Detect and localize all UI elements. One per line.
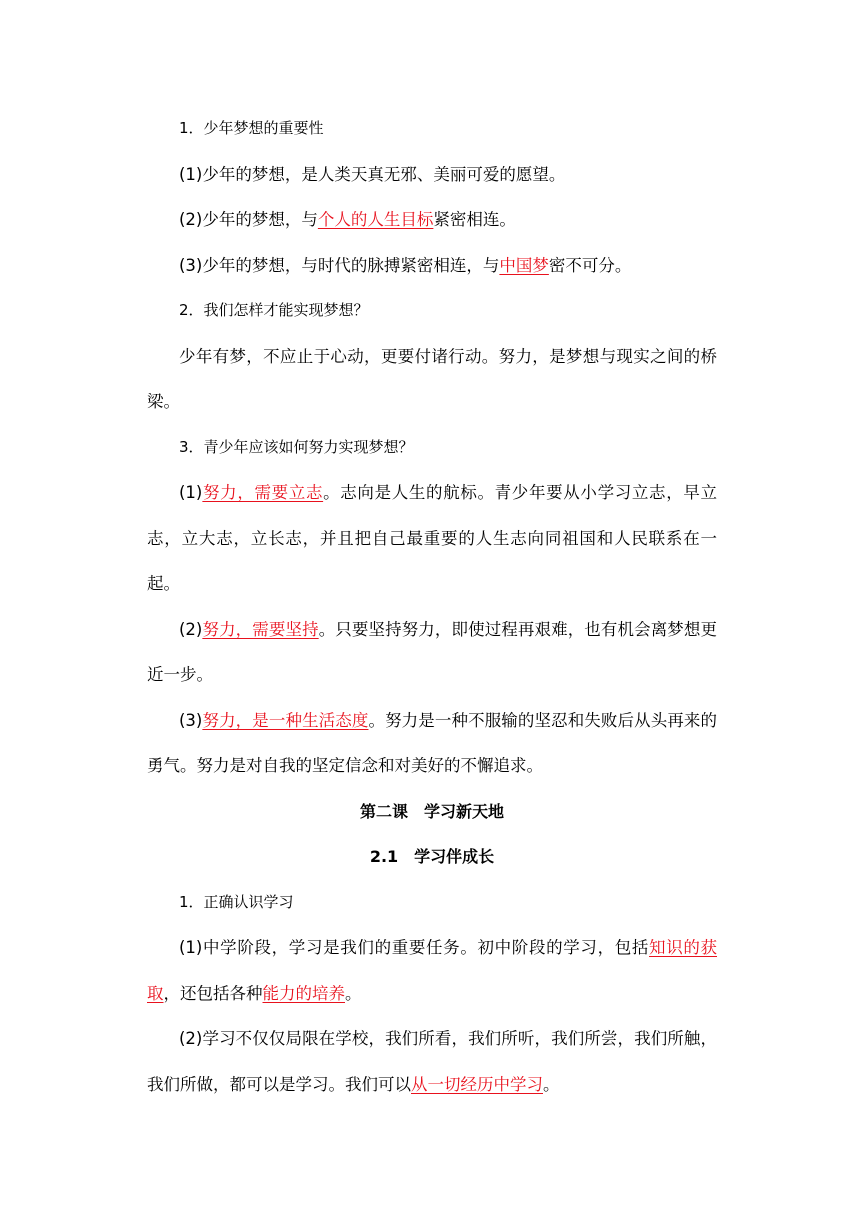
text-run: (3)少年的梦想，与时代的脉搏紧密相连，与 [179, 255, 500, 275]
text-run: (1) [179, 483, 203, 502]
text-run: 。只要坚持努力，即使过程再艰难，也有机会离梦想更近一步。 [147, 619, 718, 684]
key-term: 努力，需要坚持 [202, 619, 319, 639]
heading-1 [147, 106, 717, 152]
text-run: 。志向是人生的航标。青少年要从小学习立志，早立志，立大志，立长志，并且把自己最重要的人生志向同祖国和人民联系在一起。 [147, 483, 718, 593]
paragraph-1-1 [147, 152, 717, 198]
heading-4 [147, 880, 717, 926]
key-term: 知识的获取 [147, 938, 718, 1003]
text-run: 1．少年梦想的重要性 [179, 119, 324, 137]
paragraph-3-3 [147, 698, 717, 789]
lesson-title: 第二课 学习新天地 [359, 801, 504, 821]
text-run: 少年有梦，不应止于心动，更要付诸行动。努力，是梦想与现实之间的桥梁。 [147, 346, 717, 411]
text-run: 。 [543, 1074, 560, 1094]
text-run: 密不可分。 [548, 255, 632, 275]
paragraph-1-3 [147, 243, 717, 289]
heading-2 [147, 288, 717, 334]
text-run: 2．我们怎样才能实现梦想？ [179, 301, 369, 319]
text-run: 。努力是一种不服输的坚忍和失败后从头再来的勇气。努力是对自我的坚定信念和对美好的不懈追求。 [147, 710, 718, 775]
section-title: 2.1 学习伴成长 [369, 847, 495, 866]
document-body [147, 106, 717, 1107]
key-term: 中国梦 [499, 255, 549, 275]
text-run: 1．正确认识学习 [179, 892, 294, 911]
key-term: 从一切经历中学习 [411, 1074, 543, 1094]
text-run: (1)中学阶段，学习是我们的重要任务。初中阶段的学习，包括 [179, 938, 650, 957]
text-run: (2) [179, 619, 203, 639]
key-term: 个人的人生目标 [317, 210, 434, 229]
paragraph-3-1 [147, 470, 717, 607]
text-run: (1)少年的梦想，是人类天真无邪、美丽可爱的愿望。 [179, 164, 566, 184]
paragraph-4-1 [147, 925, 717, 1016]
text-run: (2)学习不仅仅局限在学校，我们所看，我们所听，我们所尝，我们所触，我们所做，都可以是学习。我们可以 [147, 1029, 717, 1094]
text-run: 。 [345, 983, 362, 1003]
heading-3 [147, 425, 717, 471]
paragraph-3-2 [147, 607, 717, 698]
text-run: (2)少年的梦想，与 [179, 210, 318, 229]
key-term: 努力，需要立志 [202, 483, 324, 502]
text-run: 紧密相连。 [433, 210, 516, 229]
key-term: 努力，是一种生活态度 [202, 710, 369, 730]
text-run: ，还包括各种 [163, 983, 263, 1003]
paragraph-2 [147, 334, 717, 425]
text-run: 3．青少年应该如何努力实现梦想？ [179, 437, 414, 456]
text-run: (3) [179, 710, 203, 730]
paragraph-4-2 [147, 1016, 717, 1107]
key-term: 能力的培养 [262, 983, 345, 1003]
paragraph-1-2 [147, 197, 717, 243]
